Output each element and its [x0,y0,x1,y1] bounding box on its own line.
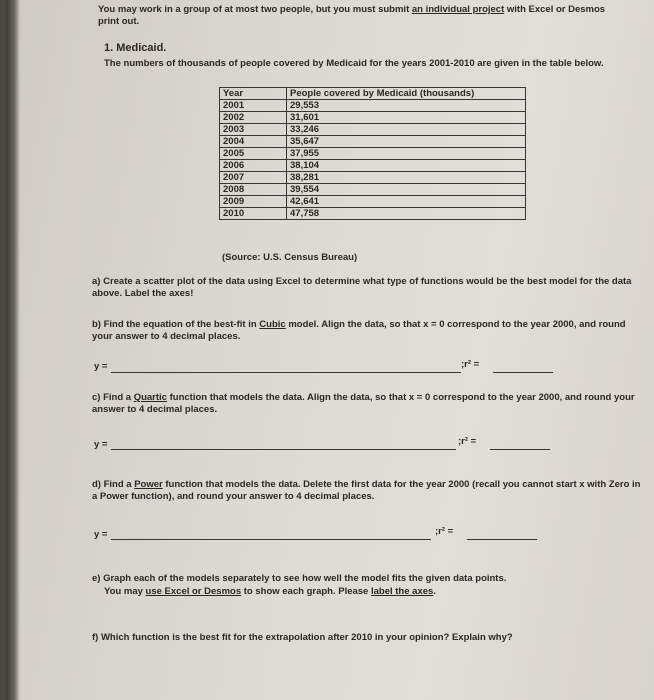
table-row [220,172,526,184]
year-cell: 2008 [220,184,287,196]
question-c [92,392,642,416]
value-cell: 39,554 [287,184,526,196]
medicaid-table [219,87,526,220]
table-row [220,160,526,172]
table-row [220,112,526,124]
intro-underlined: an individual project [411,4,505,15]
table-row [220,124,526,136]
year-cell: 2006 [220,160,287,172]
value-cell: 38,281 [287,172,526,184]
answer-d-r2-label: ;r² = [435,526,454,537]
answer-b-y-label: y = [94,361,108,372]
answer-b-y-line[interactable] [111,372,461,373]
year-cell: 2003 [220,124,287,136]
question-c-text-end: function that models the data. Align the data, so that x = 0 correspond to the year 2000, and round your answer to 4 decimal places. [92,392,635,415]
table-row [220,184,526,196]
answer-c-y-label: y = [94,439,108,450]
answer-b-r2-line[interactable] [493,372,553,373]
question-e-text-end: . [433,586,436,597]
question-b-text-end: model. Align the data, so that x = 0 correspond to the year 2000, and round your answer to 4 decimal places. [92,319,626,342]
question-e-underlined-axes: label the axes [370,586,434,597]
question-e-line2 [104,586,624,598]
answer-d-r2-line[interactable] [467,539,537,540]
intro-text: You may work in a group of at most two people, but you must submit [98,4,412,15]
question-a: a) Create a scatter plot of the data using Excel to determine what type of functions would be the best model for the data above. Label the axes! [92,276,632,299]
question-d-text-end: function that models the data. Delete the first data for the year 2000 (recall you cannot start x with Zero in a Power function), and round your answer to 4 decimal places. [92,479,641,502]
question-f: f) Which function is the best fit for the extrapolation after 2010 in your opinion? Explain why? [92,632,513,643]
answer-b-r2-label: ;r² = [461,359,480,370]
answer-d-y-label: y = [94,529,108,540]
intro-text-end: with Excel or Desmos print out. [98,4,606,27]
question-d [92,479,642,503]
question-c-text: c) Find a [92,392,134,403]
value-cell: 37,955 [287,148,526,160]
table-row [220,100,526,112]
year-cell: 2001 [220,100,287,112]
value-cell: 33,246 [287,124,526,136]
answer-c-r2-line[interactable] [490,449,550,450]
question-e-text-mid: to show each graph. Please [241,586,371,597]
instructions-intro [98,4,618,28]
answer-c-y-line[interactable] [111,449,456,450]
year-cell: 2010 [220,208,287,220]
question-c-underlined: Quartic [133,392,167,403]
table-row [220,196,526,208]
question-d-underlined: Power [134,479,163,490]
value-cell: 35,647 [287,136,526,148]
year-cell: 2004 [220,136,287,148]
problem-heading: 1. Medicaid. [104,42,167,54]
table-row [220,208,526,220]
value-cell: 29,553 [287,100,526,112]
page-shadow-edge [6,0,20,700]
problem-description: The numbers of thousands of people covered by Medicaid for the years 2001-2010 are given in the table below. [104,58,604,69]
question-e-line1: e) Graph each of the models separately to see how well the model fits the given data points. [92,573,507,584]
value-cell: 38,104 [287,160,526,172]
table-row [220,136,526,148]
answer-d-y-line[interactable] [111,539,431,540]
year-cell: 2009 [220,196,287,208]
year-cell: 2005 [220,148,287,160]
value-cell: 31,601 [287,112,526,124]
question-e-text: You may [104,586,146,597]
value-cell: 47,758 [287,208,526,220]
column-header-people: People covered by Medicaid (thousands) [287,88,526,100]
question-b-text: b) Find the equation of the best-fit in [92,319,260,330]
column-header-year: Year [220,88,287,100]
question-b [92,319,642,343]
question-b-underlined: Cubic [259,319,286,330]
table-header-row [220,88,526,100]
answer-c-r2-label: ;r² = [458,436,477,447]
year-cell: 2002 [220,112,287,124]
question-d-text: d) Find a [92,479,135,490]
value-cell: 42,641 [287,196,526,208]
table-source: (Source: U.S. Census Bureau) [222,252,358,263]
question-e-underlined-tools: use Excel or Desmos [145,586,242,597]
worksheet-page [6,0,654,700]
table-row [220,148,526,160]
year-cell: 2007 [220,172,287,184]
